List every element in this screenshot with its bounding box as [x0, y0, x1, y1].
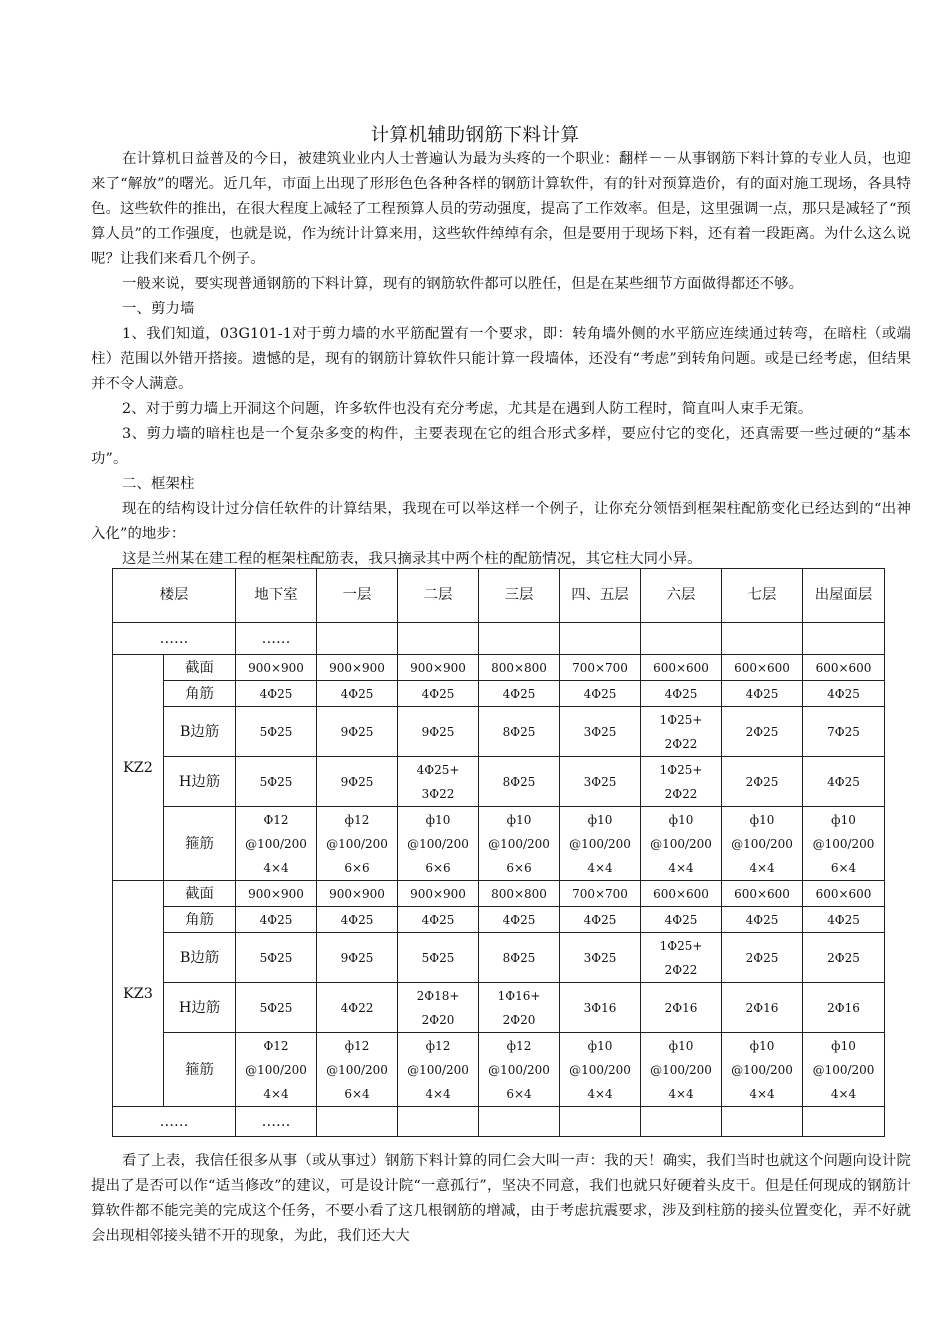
table-cell: 4Φ25	[479, 681, 560, 707]
header-cell: 二层	[398, 569, 479, 623]
table-cell: 600×600	[803, 655, 885, 681]
table-cell: ф12 @100/200 4×4	[398, 1033, 479, 1107]
header-cell: 四、五层	[560, 569, 641, 623]
ellipsis-cell: ……	[236, 623, 317, 655]
table-cell: ф12 @100/200 6×6	[317, 807, 398, 881]
column-group-label: KZ2	[113, 655, 164, 881]
ellipsis-cell: ……	[236, 1107, 317, 1137]
section-heading: 二、框架柱	[122, 476, 195, 492]
table-row	[113, 983, 885, 1033]
table-cell: ф10 @100/200 4×4	[560, 807, 641, 881]
after-text	[91, 1149, 911, 1249]
row-label: B边筋	[164, 707, 236, 757]
table-cell: 8Φ25	[479, 757, 560, 807]
table-row	[113, 881, 885, 907]
table-cell: Φ12 @100/200 4×4	[236, 807, 317, 881]
empty-cell	[722, 1107, 803, 1137]
empty-cell	[479, 1107, 560, 1137]
table-cell: 700×700	[560, 655, 641, 681]
table-cell: 4Φ25+ 3Φ22	[398, 757, 479, 807]
empty-cell	[641, 1107, 722, 1137]
table-cell: 4Φ25	[317, 907, 398, 933]
table-cell: 900×900	[236, 881, 317, 907]
rebar-table	[112, 568, 885, 1137]
table-row	[113, 681, 885, 707]
table-row	[113, 807, 885, 881]
empty-cell	[317, 1107, 398, 1137]
table-cell: 8Φ25	[479, 933, 560, 983]
ellipsis-cell: ……	[113, 1107, 236, 1137]
row-label: B边筋	[164, 933, 236, 983]
paragraph: 1、我们知道，03G101-1对于剪力墙的水平筋配置有一个要求，即：转角墙外侧的水平筋应连续通过转弯，在暗柱（或端柱）范围以外错开搭接。遗憾的是，现有的钢筋计算软件只能计算一段墙体，还没有“考虑”到转角问题。或是已经考虑，但结果并不令人满意。	[91, 326, 911, 392]
table-cell: 4Φ25	[479, 907, 560, 933]
table-cell: 4Φ25	[641, 907, 722, 933]
empty-cell	[641, 623, 722, 655]
table-cell: 9Φ25	[317, 707, 398, 757]
table-cell: 2Φ16	[803, 983, 885, 1033]
table-cell: 4Φ25	[803, 681, 885, 707]
table-cell: 3Φ16	[560, 983, 641, 1033]
table-cell: 4Φ25	[803, 757, 885, 807]
table-cell: 4Φ25	[722, 681, 803, 707]
paragraph: 一般来说，要实现普通钢筋的下料计算，现有的钢筋软件都可以胜任，但是在某些细节方面做得都还不够。	[122, 276, 804, 292]
ellipsis-row	[113, 623, 885, 655]
section-heading: 一、剪力墙	[122, 301, 195, 317]
table-cell: 5Φ25	[236, 707, 317, 757]
table-cell: 2Φ16	[722, 983, 803, 1033]
row-label: 截面	[164, 655, 236, 681]
table-cell: ф10 @100/200 4×4	[641, 1033, 722, 1107]
empty-cell	[479, 623, 560, 655]
table-cell: 900×900	[398, 655, 479, 681]
table-row	[113, 655, 885, 681]
table-cell: 3Φ25	[560, 757, 641, 807]
paragraph: 这是兰州某在建工程的框架柱配筋表，我只摘录其中两个柱的配筋情况，其它柱大同小异。	[122, 551, 702, 567]
header-cell: 楼层	[113, 569, 236, 623]
ellipsis-cell: ……	[113, 623, 236, 655]
table-cell: 900×900	[398, 881, 479, 907]
table-cell: 2Φ18+ 2Φ20	[398, 983, 479, 1033]
table-cell: 4Φ25	[560, 681, 641, 707]
table-cell: 800×800	[479, 655, 560, 681]
empty-cell	[398, 623, 479, 655]
table-row	[113, 907, 885, 933]
table-cell: ф10 @100/200 6×4	[803, 807, 885, 881]
table-cell: 4Φ25	[398, 681, 479, 707]
paragraph: 看了上表，我信任很多从事（或从事过）钢筋下料计算的同仁会大叫一声：我的天！确实，我们当时也就这个问题向设计院提出了是否可以作“适当修改”的建议，可是设计院“一意孤行”，坚决不同意，我们也就只好硬着头皮干。但是任何现成的钢筋计算软件都不能完美的完成这个任务，不要小看了这几根钢筋的增减，由于考虑抗震要求，涉及到柱筋的接头位置变化，弄不好就会出现相邻接头错不开的现象，为此，我们还大大	[91, 1153, 911, 1244]
header-cell: 七层	[722, 569, 803, 623]
table-cell: 9Φ25	[317, 933, 398, 983]
paragraph: 2、对于剪力墙上开洞这个问题，许多软件也没有充分考虑，尤其是在遇到人防工程时，简直叫人束手无策。	[122, 401, 813, 417]
table-header-row	[113, 569, 885, 623]
empty-cell	[803, 1107, 885, 1137]
table-cell: 3Φ25	[560, 707, 641, 757]
table-cell: ф12 @100/200 6×4	[479, 1033, 560, 1107]
intro-text	[91, 147, 911, 572]
table-cell: Φ12 @100/200 4×4	[236, 1033, 317, 1107]
table-cell: 4Φ25	[236, 907, 317, 933]
table-cell: 4Φ25	[560, 907, 641, 933]
row-label: H边筋	[164, 757, 236, 807]
table-cell: 5Φ25	[236, 933, 317, 983]
table-cell: 2Φ25	[722, 757, 803, 807]
row-label: 截面	[164, 881, 236, 907]
table-cell: 900×900	[317, 881, 398, 907]
header-cell: 一层	[317, 569, 398, 623]
header-cell: 出屋面层	[803, 569, 885, 623]
table-cell: 2Φ25	[722, 707, 803, 757]
table-cell: 600×600	[641, 881, 722, 907]
row-label: 角筋	[164, 907, 236, 933]
table-cell: ф10 @100/200 4×4	[722, 807, 803, 881]
table-cell: 9Φ25	[317, 757, 398, 807]
table-cell: ф12 @100/200 6×4	[317, 1033, 398, 1107]
header-cell: 三层	[479, 569, 560, 623]
table-cell: 9Φ25	[398, 707, 479, 757]
table-cell: 800×800	[479, 881, 560, 907]
paragraph: 现在的结构设计过分信任软件的计算结果，我现在可以举这样一个例子，让你充分领悟到框架柱配筋变化已经达到的“出神入化”的地步：	[91, 501, 911, 542]
table-cell: ф10 @100/200 4×4	[641, 807, 722, 881]
empty-cell	[317, 623, 398, 655]
table-cell: 4Φ25	[641, 681, 722, 707]
document-title: 计算机辅助钢筋下料计算	[370, 125, 580, 146]
paragraph: 3、剪力墙的暗柱也是一个复杂多变的构件，主要表现在它的组合形式多样，要应付它的变化，还真需要一些过硬的“基本功”。	[91, 426, 911, 467]
table-cell: 4Φ25	[236, 681, 317, 707]
empty-cell	[560, 1107, 641, 1137]
table-row	[113, 757, 885, 807]
table-cell: 2Φ16	[641, 983, 722, 1033]
table-cell: 1Φ16+ 2Φ20	[479, 983, 560, 1033]
table-cell: ф10 @100/200 4×4	[803, 1033, 885, 1107]
table-cell: 4Φ22	[317, 983, 398, 1033]
table-cell: ф10 @100/200 6×6	[398, 807, 479, 881]
table-cell: ф10 @100/200 4×4	[560, 1033, 641, 1107]
table-cell: 1Φ25+ 2Φ22	[641, 707, 722, 757]
table-row	[113, 1033, 885, 1107]
table-cell: 900×900	[236, 655, 317, 681]
empty-cell	[803, 623, 885, 655]
table-cell: 4Φ25	[398, 907, 479, 933]
table-cell: ф10 @100/200 4×4	[722, 1033, 803, 1107]
row-label: 角筋	[164, 681, 236, 707]
row-label: 箍筋	[164, 807, 236, 881]
table-cell: 5Φ25	[236, 757, 317, 807]
table-cell: 5Φ25	[398, 933, 479, 983]
table-cell: 7Φ25	[803, 707, 885, 757]
table-cell: ф10 @100/200 6×6	[479, 807, 560, 881]
table-cell: 600×600	[722, 881, 803, 907]
header-cell: 六层	[641, 569, 722, 623]
empty-cell	[560, 623, 641, 655]
table-cell: 1Φ25+ 2Φ22	[641, 933, 722, 983]
table-cell: 600×600	[722, 655, 803, 681]
table-cell: 1Φ25+ 2Φ22	[641, 757, 722, 807]
table-cell: 600×600	[803, 881, 885, 907]
table-cell: 2Φ25	[803, 933, 885, 983]
table-cell: 4Φ25	[803, 907, 885, 933]
table-row	[113, 707, 885, 757]
table-cell: 900×900	[317, 655, 398, 681]
row-label: 箍筋	[164, 1033, 236, 1107]
table-cell: 600×600	[641, 655, 722, 681]
column-group-label: KZ3	[113, 881, 164, 1107]
table-cell: 5Φ25	[236, 983, 317, 1033]
paragraph: 在计算机日益普及的今日，被建筑业业内人士普遍认为最为头疼的一个职业：翻样－－从事钢筋下料计算的专业人员，也迎来了“解放”的曙光。近几年，市面上出现了形形色色各种各样的钢筋计算软件，有的针对预算造价，有的面对施工现场，各具特色。这些软件的推出，在很大程度上减轻了工程预算人员的劳动强度，提高了工作效率。但是，这里强调一点，那只是减轻了“预算人员”的工作强度，也就是说，作为统计计算来用，这些软件绰绰有余，但是要用于现场下料，还有着一段距离。为什么这么说呢？让我们来看几个例子。	[91, 151, 911, 267]
table-cell: 8Φ25	[479, 707, 560, 757]
table-cell: 700×700	[560, 881, 641, 907]
table-cell: 2Φ25	[722, 933, 803, 983]
ellipsis-row	[113, 1107, 885, 1137]
empty-cell	[398, 1107, 479, 1137]
table-cell: 4Φ25	[722, 907, 803, 933]
empty-cell	[722, 623, 803, 655]
table-cell: 3Φ25	[560, 933, 641, 983]
row-label: H边筋	[164, 983, 236, 1033]
table-cell: 4Φ25	[317, 681, 398, 707]
header-cell: 地下室	[236, 569, 317, 623]
table-row	[113, 933, 885, 983]
